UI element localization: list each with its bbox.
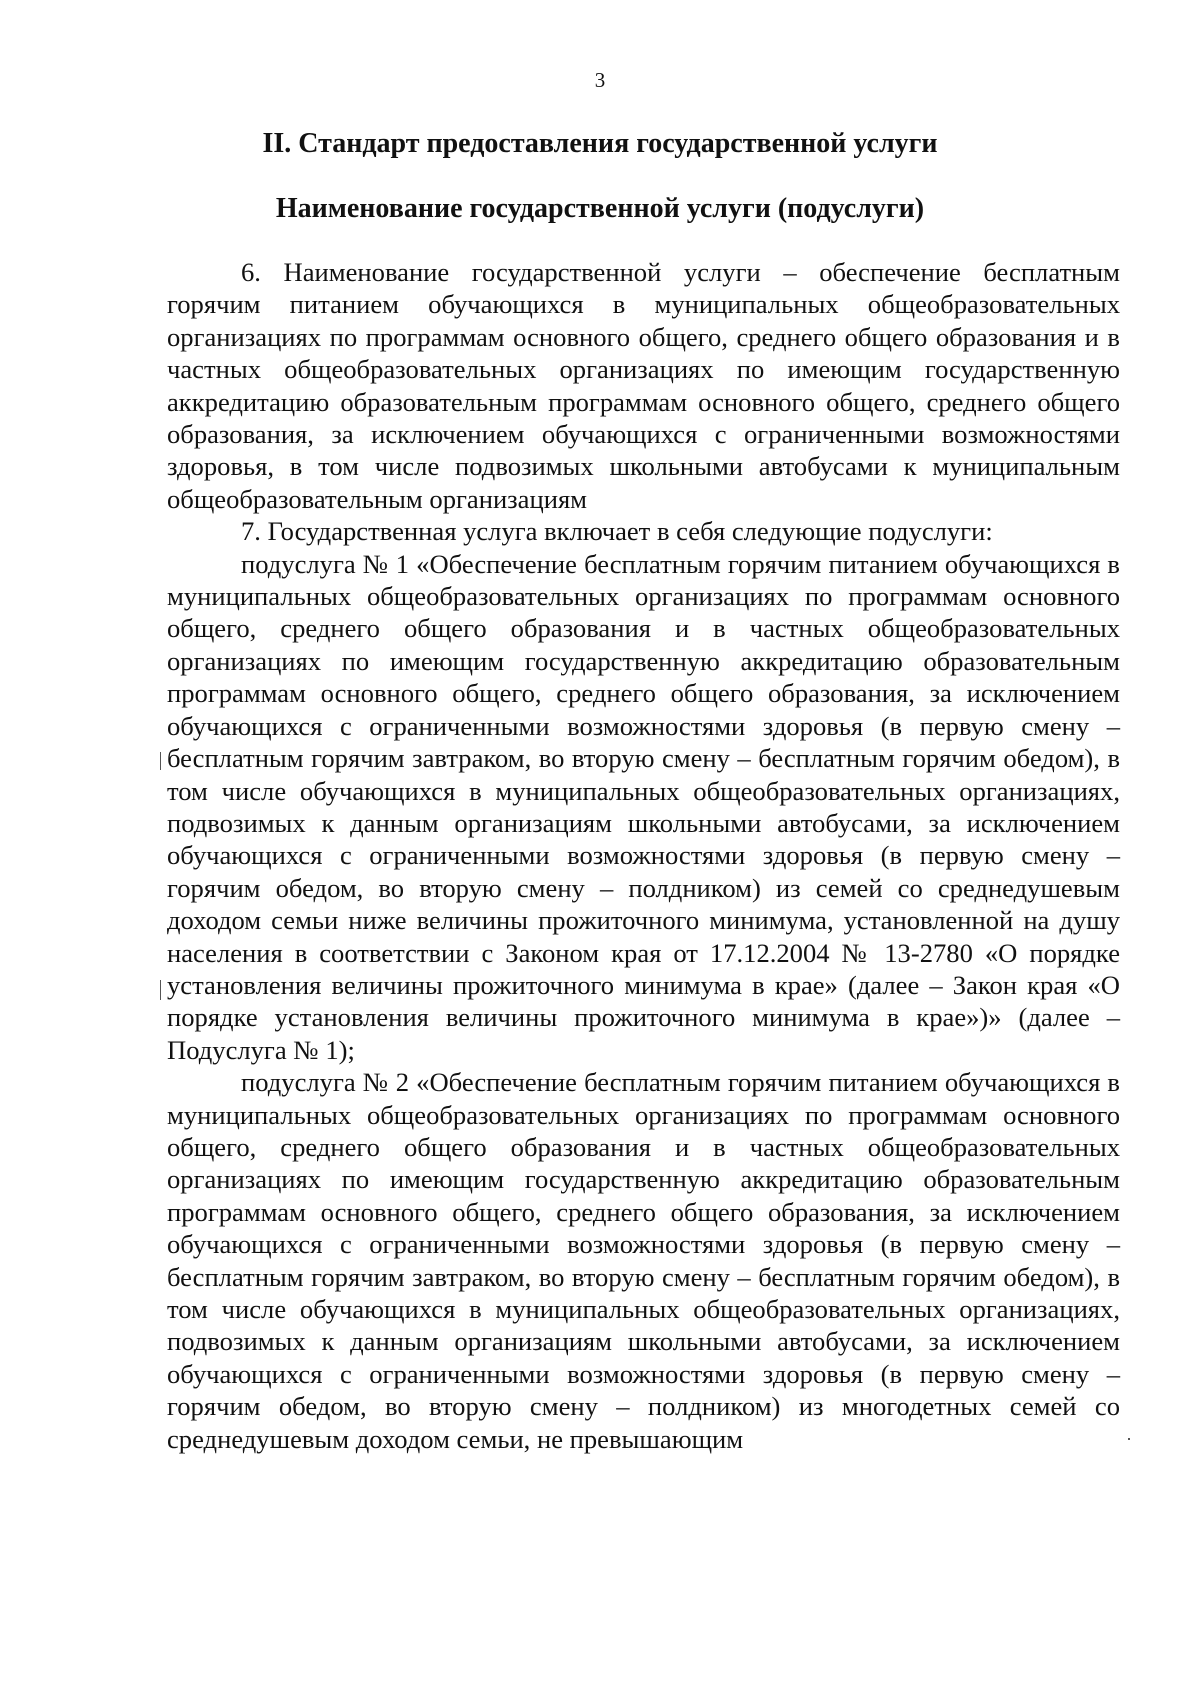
scan-artifact — [160, 980, 161, 1000]
scan-artifact — [160, 752, 161, 770]
page-number: 3 — [594, 68, 606, 92]
paragraph-subservice-2: подуслуга № 2 «Обеспечение бесплатным горячим питанием обучающихся в муниципальных общеобразовательных организациях по программам основного общего, среднего общего образования и в частных общеобразовательных организациях по имеющим государственную аккредитацию образовательным программам основного общего, среднего общего образования, за исключением обучающихся с ограниченными возможностями здоровья (в первую смену – бесплатным горячим завтраком, во вторую смену – бесплатным горячим обедом), в том числе обучающихся в муниципальных общеобразовательных организациях, подвозимых к данным организациям школьными автобусами, за исключением обучающихся с ограниченными возможностями здоровья (в первую смену – горячим обедом, во вторую смену – полдником) из многодетных семей со среднедушевым доходом семьи, не превышающим — [167, 1067, 1120, 1454]
paragraph-item-6: 6. Наименование государственной услуги – обеспечение бесплатным горячим питанием обучающихся в муниципальных общеобразовательных организациях по программам основного общего, среднего общего образования и в частных общеобразовательных организациях по имеющим государственную аккредитацию образовательным программам основного общего, среднего общего образования, за исключением обучающихся с ограниченными возможностями здоровья, в том числе подвозимых школьными автобусами к муниципальным общеобразовательным организациям — [167, 257, 1120, 514]
document-body — [167, 256, 1120, 1455]
scan-artifact — [1128, 1438, 1130, 1440]
subheading: Наименование государственной услуги (подуслуги) — [275, 193, 925, 224]
paragraph-subservice-1: подуслуга № 1 «Обеспечение бесплатным горячим питанием обучающихся в муниципальных общеобразовательных организациях по программам основного общего, среднего общего образования и в частных общеобразовательных организациях по имеющим государственную аккредитацию образовательным программам основного общего, среднего общего образования, за исключением обучающихся с ограниченными возможностями здоровья (в первую смену – бесплатным горячим завтраком, во вторую смену – бесплатным горячим обедом), в том числе обучающихся в муниципальных общеобразовательных организациях, подвозимых к данным организациям школьными автобусами, за исключением обучающихся с ограниченными возможностями здоровья (в первую смену – горячим обедом, во вторую смену – полдником) из семей со среднедушевым доходом семьи ниже величины прожиточного минимума, установленной на душу населения в соответствии с Законом края от 17.12.2004 № 13-2780 «О порядке установления величины прожиточного минимума в крае» (далее – Закон края «О порядке установления величины прожиточного минимума в крае»)» (далее – Подуслуга № 1); — [167, 548, 1120, 1065]
paragraph-item-7: 7. Государственная услуга включает в себя следующие подуслуги: — [241, 516, 993, 547]
section-heading: II. Стандарт предоставления государственной услуги — [262, 128, 938, 159]
